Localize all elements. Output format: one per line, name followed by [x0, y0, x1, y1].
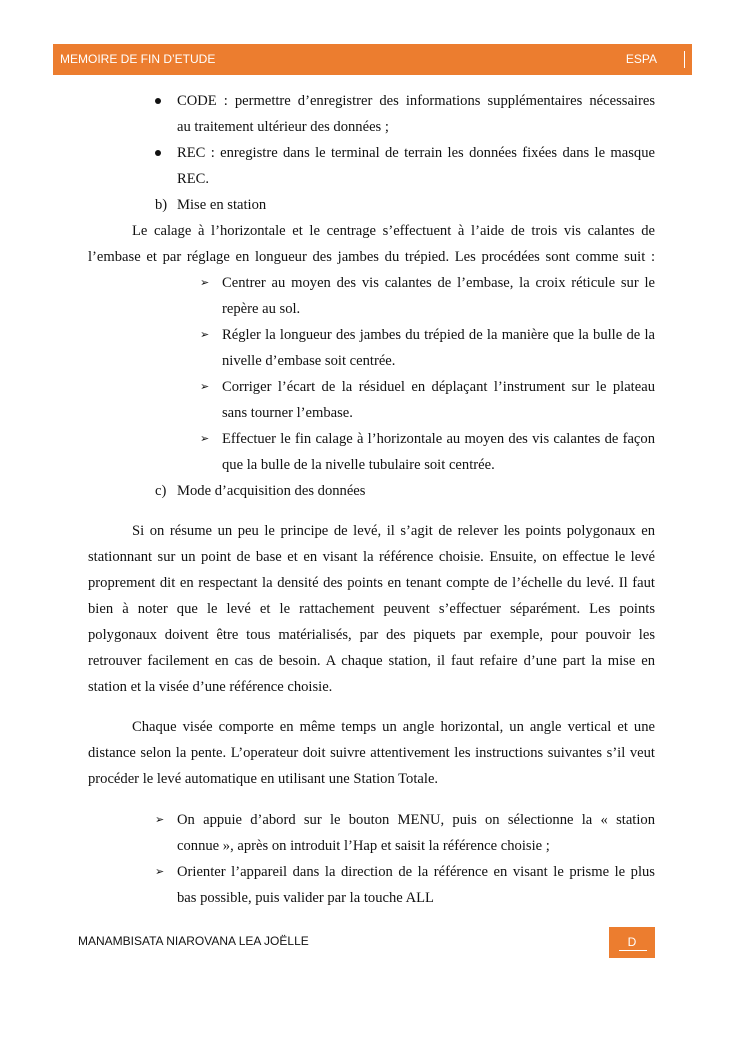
- procedure-item-line2: sans tourner l’embase.: [222, 405, 353, 421]
- section-b-marker: b): [155, 197, 168, 213]
- para-line: bien à noter que le levé et le rattachement peuvent s’effectuer séparément. Les points: [88, 601, 655, 617]
- para-line: Si on résume un peu le principe de levé, il s’agit de relever les points polygonaux en: [132, 523, 655, 539]
- arrow-bullet-icon: ➢: [155, 813, 165, 826]
- header-title: MEMOIRE DE FIN D’ETUDE: [60, 52, 216, 66]
- section-c-marker: c): [155, 483, 167, 499]
- procedure-item-line1: Centrer au moyen des vis calantes de l’embase, la croix réticule sur le: [222, 275, 655, 291]
- bullet-dot: [155, 150, 161, 156]
- step-item-line1: Orienter l’appareil dans la direction de la référence en visant le prisme le plus: [177, 864, 655, 880]
- header-school: ESPA: [625, 52, 657, 66]
- page-number-box: [609, 927, 655, 958]
- step-item-line2: bas possible, puis valider par la touche ALL: [177, 890, 434, 906]
- section-b-title: Mise en station: [177, 197, 267, 213]
- arrow-bullet-icon: ➢: [155, 865, 165, 878]
- procedure-item-line2: repère au sol.: [222, 301, 301, 317]
- para-line: proprement dit en respectant la densité des points en tenant compte de l’échelle du levé. Il faut: [88, 575, 655, 591]
- para-line: Chaque visée comporte en même temps un angle horizontal, un angle vertical et une: [132, 719, 655, 735]
- step-item-line1: On appuie d’abord sur le bouton MENU, puis on sélectionne la « station: [177, 812, 655, 828]
- procedure-item-line1: Régler la longueur des jambes du trépied de la manière que la bulle de la: [222, 327, 655, 343]
- arrow-bullet-icon: ➢: [200, 276, 210, 289]
- arrow-bullet-icon: ➢: [200, 380, 210, 393]
- bullet-dot: [155, 98, 161, 104]
- page-number: D: [627, 935, 637, 949]
- header-separator: [684, 51, 685, 68]
- para-calage-line1: Le calage à l’horizontale et le centrage s’effectuent à l’aide de trois vis calantes de: [132, 223, 655, 239]
- para-line: polygonaux doivent être tous matérialisés, par des piquets par exemple, pour pouvoir les: [88, 627, 655, 643]
- para-line: distance selon la pente. L’operateur doit suivre attentivement les instructions suivantes s’il veut: [88, 745, 655, 761]
- bullet-rec-line1: REC : enregistre dans le terminal de terrain les données fixées dans le masque: [177, 145, 655, 161]
- bullet-code-line2: au traitement ultérieur des données ;: [177, 119, 389, 135]
- procedure-item-line1: Corriger l’écart de la résiduel en déplaçant l’instrument sur le plateau: [222, 379, 655, 395]
- bullet-code-line1: CODE : permettre d’enregistrer des informations supplémentaires nécessaires: [177, 93, 655, 109]
- section-c-title: Mode d’acquisition des données: [177, 483, 366, 499]
- footer-author: MANAMBISATA NIAROVANA LEA JOËLLE: [78, 934, 309, 948]
- para-calage-line2: l’embase et par réglage en longueur des jambes du trépied. Les procédées sont comme suit :: [88, 249, 655, 265]
- procedure-item-line1: Effectuer le fin calage à l’horizontale au moyen des vis calantes de façon: [222, 431, 655, 447]
- arrow-bullet-icon: ➢: [200, 328, 210, 341]
- para-line: stationnant sur un point de base et en visant la référence choisie. Ensuite, on effectue le levé: [88, 549, 655, 565]
- page-header: [53, 44, 692, 75]
- bullet-rec-line2: REC.: [177, 171, 210, 187]
- procedure-item-line2: que la bulle de la nivelle tubulaire soit centrée.: [222, 457, 495, 473]
- arrow-bullet-icon: ➢: [200, 432, 210, 445]
- page-number-underline: [619, 950, 647, 951]
- procedure-item-line2: nivelle d’embase soit centrée.: [222, 353, 396, 369]
- para-line: station et la visée d’une référence choisie.: [88, 679, 333, 695]
- step-item-line2: connue », après on introduit l’Hap et saisit la référence choisie ;: [177, 838, 550, 854]
- para-line: retrouver facilement en cas de besoin. A chaque station, il faut refaire d’une part la mise en: [88, 653, 655, 669]
- para-line: procéder le levé automatique en utilisant une Station Totale.: [88, 771, 439, 787]
